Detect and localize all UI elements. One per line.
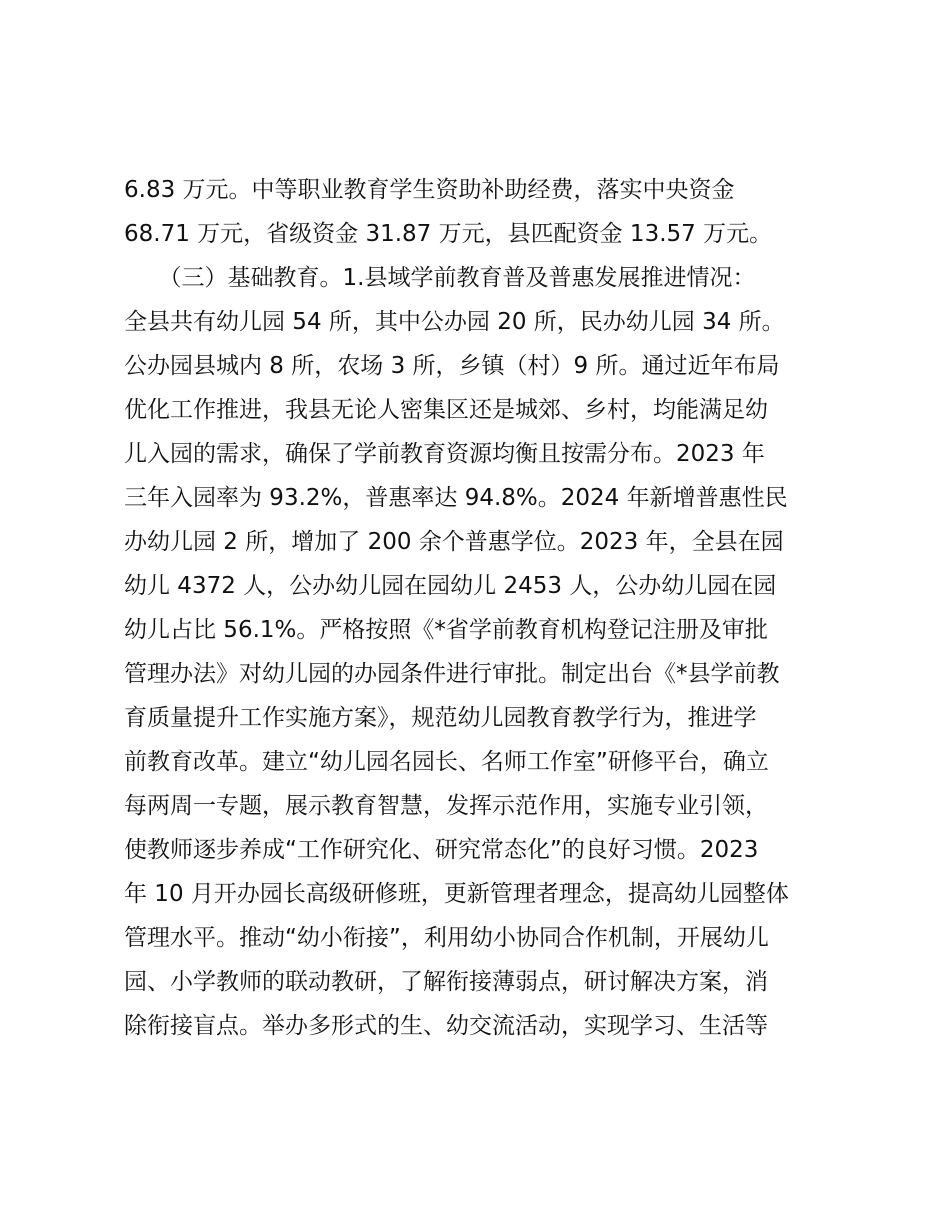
text-line-4: 全县共有幼儿园 54 所，其中公办园 20 所，民办幼儿园 34 所。 [124,309,785,335]
text-line-17: 年 10 月开办园长高级研修班，更新管理者理念，提高幼儿园整体 [124,881,789,907]
text-line-7: 儿入园的需求，确保了学前教育资源均衡且按需分布。2023 年 [124,441,765,467]
text-line-19: 园、小学教师的联动教研，了解衔接薄弱点，研讨解决方案，消 [124,969,768,995]
text-line-9: 办幼儿园 2 所，增加了 200 余个普惠学位。2023 年，全县在园 [124,529,784,555]
text-line-1: 6.83 万元。中等职业教育学生资助补助经费，落实中央资金 [124,177,735,203]
text-line-6: 优化工作推进，我县无论人密集区还是城郊、乡村，均能满足幼 [124,397,768,423]
text-line-2: 68.71 万元，省级资金 31.87 万元，县匹配资金 13.57 万元。 [124,221,773,247]
text-line-3: （三）基础教育。1.县域学前教育普及普惠发展推进情况： [124,265,756,291]
text-line-13: 育质量提升工作实施方案》，规范幼儿园教育教学行为，推进学 [124,705,757,731]
text-line-5: 公办园县城内 8 所，农场 3 所，乡镇（村）9 所。通过近年布局 [124,353,780,379]
text-line-14: 前教育改革。建立“幼儿园名园长、名师工作室”研修平台，确立 [124,749,769,775]
text-line-18: 管理水平。推动“幼小衔接”，利用幼小协同合作机制，开展幼儿 [124,925,769,951]
text-line-8: 三年入园率为 93.2%，普惠率达 94.8%。2024 年新增普惠性民 [124,485,788,511]
body-paragraph [124,168,844,1048]
text-line-20: 除衔接盲点。举办多形式的生、幼交流活动，实现学习、生活等 [124,1013,768,1039]
text-line-10: 幼儿 4372 人，公办幼儿园在园幼儿 2453 人，公办幼儿园在园 [124,573,777,599]
text-line-11: 幼儿占比 56.1%。严格按照《*省学前教育机构登记注册及审批 [124,617,768,643]
text-line-15: 每两周一专题，展示教育智慧，发挥示范作用，实施专业引领， [124,793,768,819]
text-line-16: 使教师逐步养成“工作研究化、研究常态化”的良好习惯。2023 [124,837,759,863]
text-line-12: 管理办法》对幼儿园的办园条件进行审批。制定出台《*县学前教 [124,661,780,687]
